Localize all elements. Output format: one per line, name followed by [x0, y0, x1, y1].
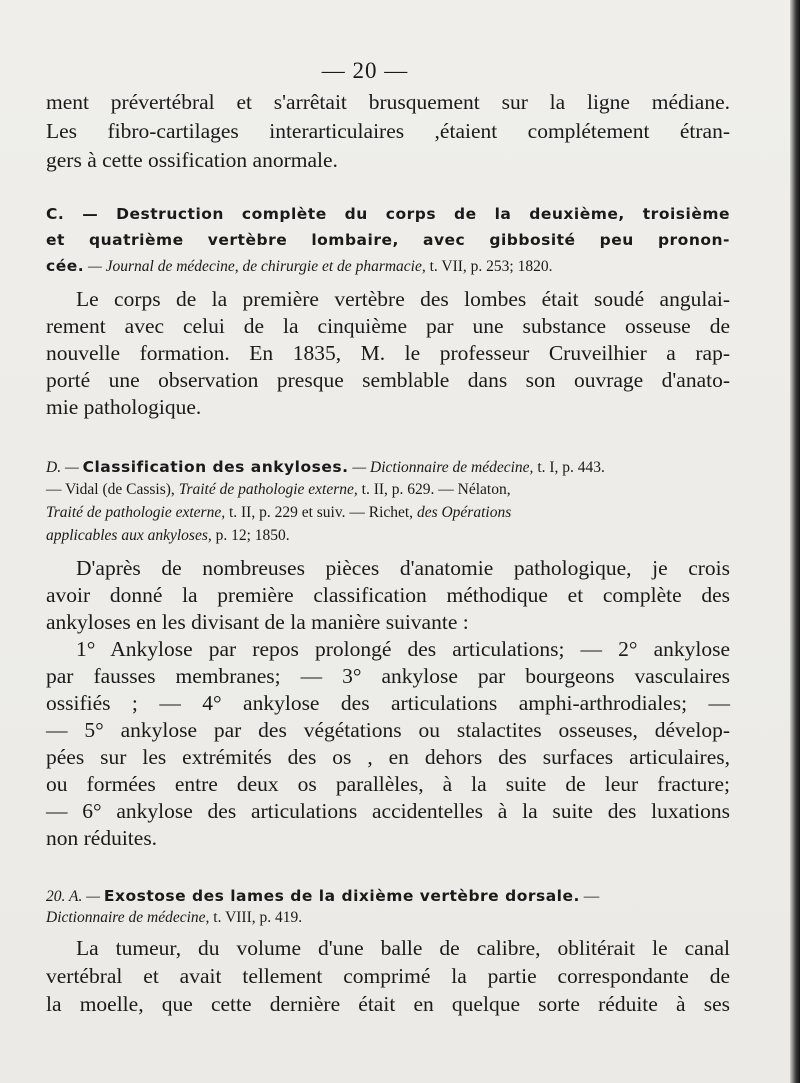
section-title: Classification des ankyloses.: [82, 458, 349, 476]
book-title: Dictionnaire de médecine,: [46, 909, 210, 926]
reference-detail: t. VII, p. 253; 1820.: [425, 258, 553, 275]
text-line: pées sur les extrémités des os , en dehors des surfaces articulaires,: [46, 745, 730, 769]
text-line: ment prévertébral et s'arrêtait brusquement sur la ligne médiane.: [46, 90, 730, 114]
heading-fragment: cée.: [46, 257, 85, 275]
book-title: Traité de pathologie externe,: [178, 481, 358, 498]
journal-title: — Dictionnaire de médecine,: [348, 459, 534, 476]
text-line: La tumeur, du volume d'une balle de calibre, oblitérait le canal: [76, 936, 730, 960]
text-line: — 6° ankylose des articulations accidentelles à la suite des luxations: [46, 799, 730, 823]
text-line: gers à cette ossification anormale.: [46, 148, 338, 172]
section-c-heading: C. — Destruction complète du corps de la deuxième, troisième: [46, 205, 730, 223]
section-letter: D. —: [46, 459, 83, 476]
text-line: rement avec celui de la cinquième par une substance osseuse de: [46, 314, 730, 338]
book-title: des Opérations: [416, 504, 512, 521]
text-line: ou formées entre deux os parallèles, à la suite de leur fracture;: [46, 772, 730, 796]
text-line: avoir donné la première classification méthodique et complète des: [46, 583, 730, 607]
text-line: — 5° ankylose par des végétations ou stalactites osseuses, dévelop-: [46, 718, 730, 742]
page-edge-shadow: [790, 0, 800, 1083]
text-line: D'après de nombreuses pièces d'anatomie pathologique, je crois: [76, 556, 730, 580]
reference-detail: t. VIII, p. 419.: [209, 909, 303, 926]
heading-dash: —: [579, 888, 600, 905]
text-line: Les fibro-cartilages interarticulaires ,étaient complétement étran-: [46, 119, 730, 143]
section-d-heading: [46, 457, 605, 478]
page-number: — 20 —: [321, 58, 409, 83]
book-title: Traité de pathologie externe,: [46, 504, 226, 521]
text-line: Le corps de la première vertèbre des lombes était soudé angulai-: [76, 287, 730, 311]
book-title: applicables aux ankyloses,: [46, 527, 212, 544]
text-line: mie pathologique.: [46, 395, 202, 419]
text-line: ankyloses en les divisant de la manière suivante :: [46, 610, 469, 634]
text-line: vertébral et avait tellement comprimé la partie correspondante de: [46, 964, 730, 988]
reference-detail: t. II, p. 229 et suiv. — Richet,: [225, 504, 417, 521]
section-number: 20. A. —: [46, 888, 104, 905]
section-20-reference: [46, 908, 302, 928]
reference-detail: t. I, p. 443.: [533, 459, 605, 476]
section-d-reference: [46, 526, 290, 546]
section-c-reference: [46, 256, 552, 277]
section-20-heading: [46, 886, 599, 907]
section-c-heading: et quatrième vertèbre lombaire, avec gibbosité peu pronon-: [46, 231, 730, 249]
text-line: par fausses membranes; — 3° ankylose par bourgeons vasculaires: [46, 664, 730, 688]
text-line: nouvelle formation. En 1835, M. le professeur Cruveilhier a rap-: [46, 341, 730, 365]
reference-detail: t. II, p. 629. — Nélaton,: [357, 481, 511, 498]
journal-title: — Journal de médecine, de chirurgie et de pharmacie,: [84, 258, 426, 275]
section-d-reference: [46, 503, 511, 523]
text-line: non réduites.: [46, 826, 158, 850]
section-d-reference: [46, 480, 511, 500]
text-line: la moelle, que cette dernière était en quelque sorte réduite à ses: [46, 992, 730, 1016]
reference-author: — Vidal (de Cassis),: [46, 481, 179, 498]
section-title: Exostose des lames de la dixième vertèbre dorsale.: [103, 887, 580, 905]
text-line: 1° Ankylose par repos prolongé des articulations; — 2° ankylose: [76, 637, 730, 661]
reference-detail: p. 12; 1850.: [211, 527, 290, 544]
text-line: porté une observation presque semblable dans son ouvrage d'anato-: [46, 368, 730, 392]
text-line: ossifiés ; — 4° ankylose des articulations amphi-arthrodiales; —: [46, 691, 730, 715]
